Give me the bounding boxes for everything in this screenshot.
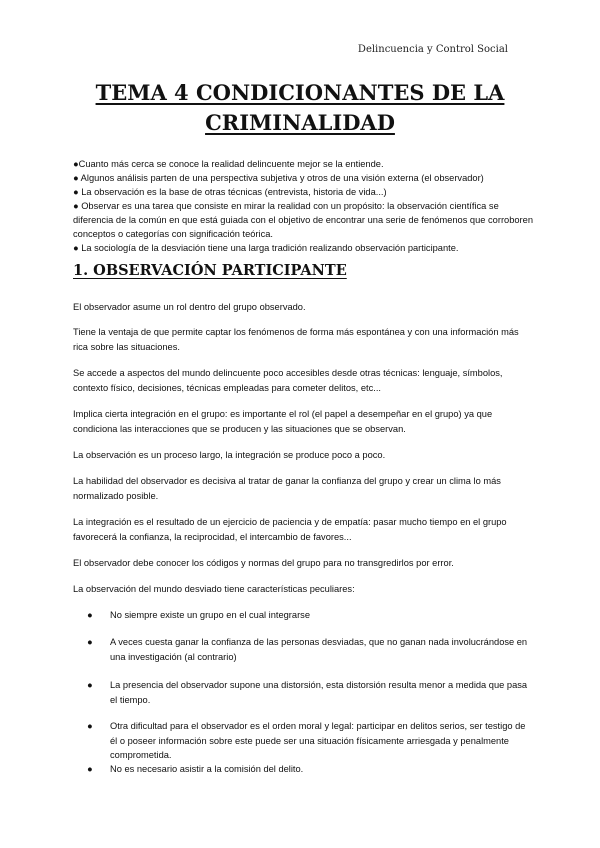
list-item-text: Otra dificultad para el observador es el orden moral y legal: participar en delitos serios, ser testigo de él o poseer información sobre este puede ser una situación físicamente arriesgada y penalmente comprometida. (110, 721, 526, 760)
bullet-icon: ● (87, 637, 93, 647)
paragraph: La integración es el resultado de un ejercicio de paciencia y de empatía: pasar mucho tiempo en el grupo favorecerá la confianza, la reciprocidad, el intercambio de favores... (73, 517, 507, 542)
intro-item: ● Observar es una tarea que consiste en mirar la realidad con un propósito: la observación científica se diferencia de la común en que está guiada con el objetivo de encontrar una serie de fenómenos que corroboren conceptos o categorías con significación teórica. (73, 201, 533, 239)
title-line-1: TEMA 4 CONDICIONANTES DE LA (95, 80, 505, 105)
page-title (0, 78, 600, 138)
bullet-icon: ● (87, 680, 93, 690)
intro-item: ● La observación es la base de otras técnicas (entrevista, historia de vida...) (73, 187, 387, 197)
bullet-icon: ● (87, 610, 93, 620)
paragraph: La observación del mundo desviado tiene características peculiares: (73, 584, 355, 594)
list-item-text: A veces cuesta ganar la confianza de las personas desviadas, que no ganan nada involucrándose en una investigación (al contrario) (110, 637, 528, 662)
bullet-icon: ● (87, 764, 93, 774)
list-item-text: No siempre existe un grupo en el cual integrarse (110, 610, 310, 620)
list-item-text: No es necesario asistir a la comisión del delito. (110, 764, 304, 774)
list-item-text: La presencia del observador supone una distorsión, esta distorsión resulta menor a medida que pasa el tiempo. (110, 680, 528, 705)
intro-list (73, 157, 533, 255)
intro-item: ●Cuanto más cerca se conoce la realidad delincuente mejor se la entiende. (73, 159, 384, 169)
paragraph: La habilidad del observador es decisiva al tratar de ganar la confianza del grupo y crear un clima lo más normalizado posible. (73, 476, 501, 501)
intro-item: ● Algunos análisis parten de una perspectiva subjetiva y otros de una visión externa (el observador) (73, 173, 484, 183)
paragraph: Se accede a aspectos del mundo delincuente poco accesibles desde otras técnicas: lenguaje, símbolos, contexto físico, decisiones, técnicas empleadas para cometer delitos, etc... (73, 368, 503, 393)
header-course-name: Delincuencia y Control Social (357, 44, 508, 55)
paragraph: El observador asume un rol dentro del grupo observado. (73, 302, 306, 312)
title-line-2: CRIMINALIDAD (205, 110, 395, 135)
paragraph: Tiene la ventaja de que permite captar los fenómenos de forma más espontánea y con una información más rica sobre las situaciones. (73, 327, 519, 352)
intro-item: ● La sociología de la desviación tiene una larga tradición realizando observación participante. (73, 243, 459, 253)
paragraph: Implica cierta integración en el grupo: es importante el rol (el papel a desempeñar en el grupo) ya que condiciona las interacciones que se producen y las situaciones que se observan. (73, 409, 493, 434)
section-heading: 1. OBSERVACIÓN PARTICIPANTE (73, 262, 347, 279)
bullet-icon: ● (87, 721, 93, 731)
paragraph: El observador debe conocer los códigos y normas del grupo para no transgredirlos por error. (73, 558, 454, 568)
paragraph: La observación es un proceso largo, la integración se produce poco a poco. (73, 450, 386, 460)
